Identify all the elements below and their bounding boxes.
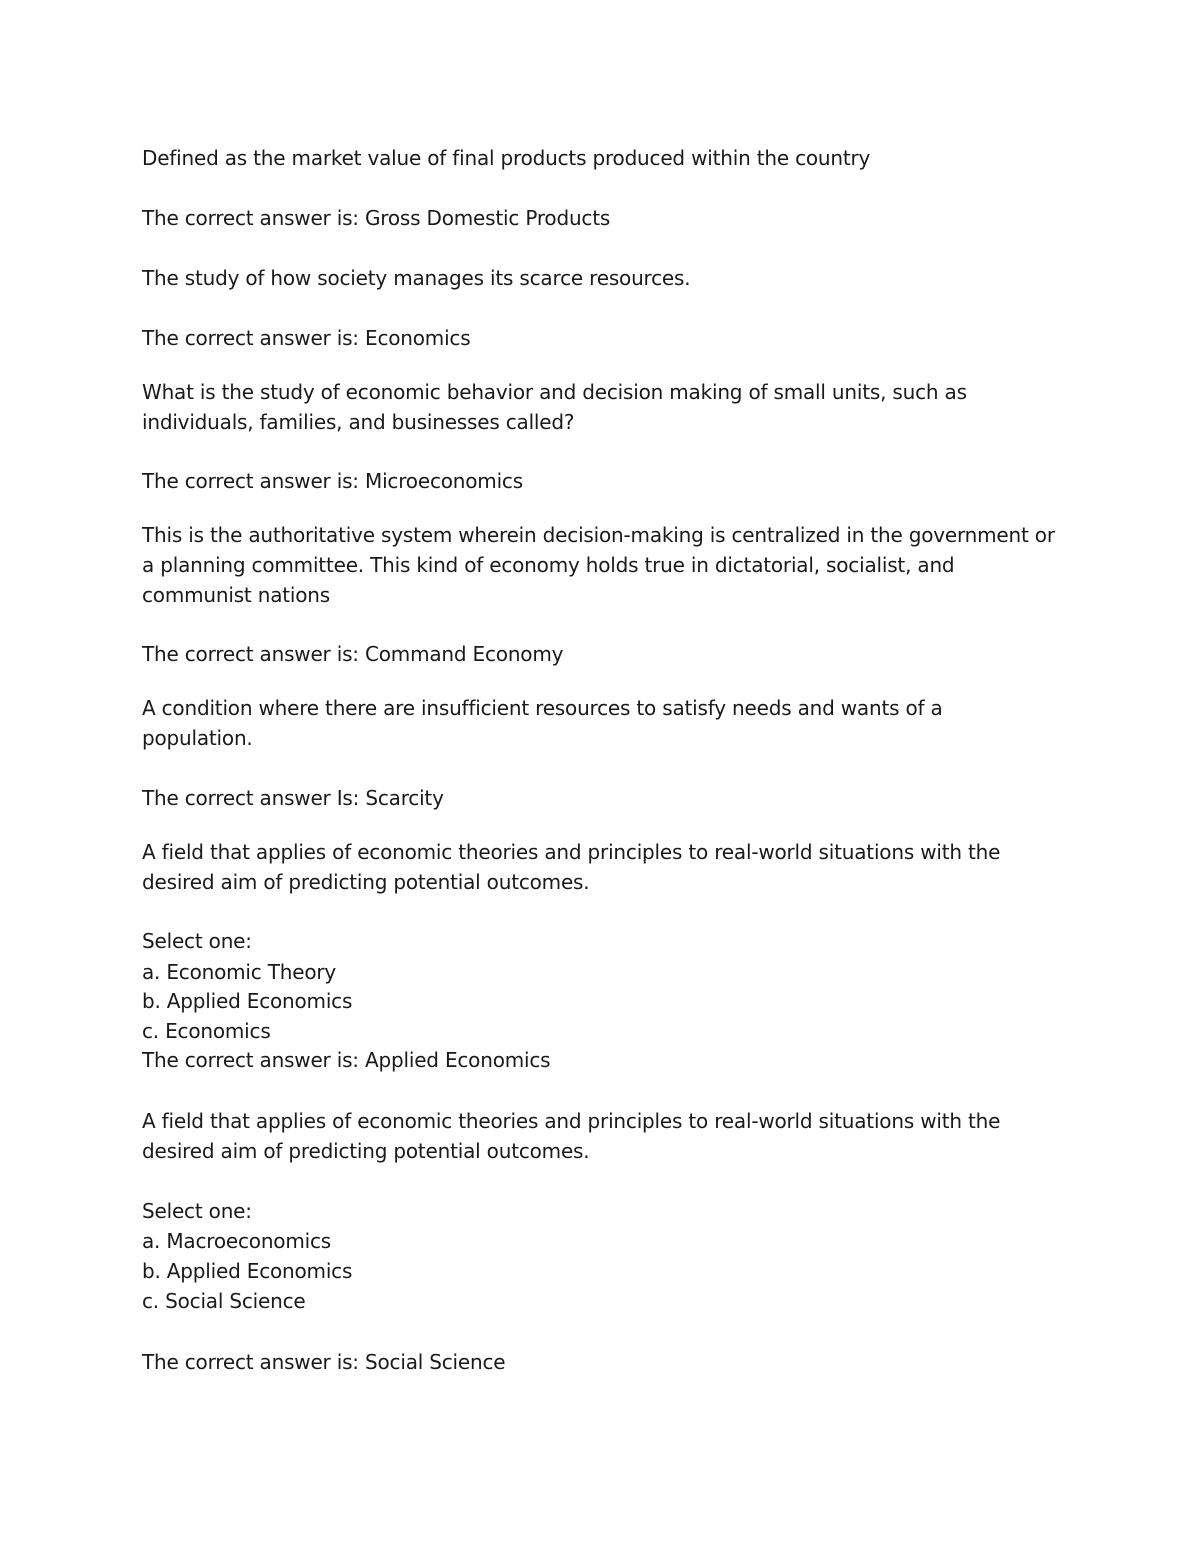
question-6-line-1: A field that applies of economic theories and principles to real-world situations with the	[142, 840, 1001, 864]
question-4-line-2: a planning committee. This kind of economy holds true in dictatorial, socialist, and	[142, 553, 955, 577]
answer-5: The correct answer Is: Scarcity	[142, 786, 444, 810]
question-6-line-2: desired aim of predicting potential outcomes.	[142, 870, 590, 894]
option-2c: c. Social Science	[142, 1289, 306, 1313]
select-one-label-2: Select one:	[142, 1199, 252, 1223]
question-1: Defined as the market value of final products produced within the country	[142, 146, 871, 170]
question-5-line-1: A condition where there are insufficient resources to satisfy needs and wants of a	[142, 696, 943, 720]
select-one-label-1: Select one:	[142, 929, 252, 953]
answer-4: The correct answer is: Command Economy	[142, 642, 564, 666]
answer-3: The correct answer is: Microeconomics	[142, 469, 523, 493]
question-7-line-1: A field that applies of economic theories and principles to real-world situations with the	[142, 1109, 1001, 1133]
option-1b: b. Applied Economics	[142, 989, 353, 1013]
question-5-line-2: population.	[142, 726, 253, 750]
question-4-line-1: This is the authoritative system wherein decision-making is centralized in the government or	[142, 523, 1055, 547]
answer-1: The correct answer is: Gross Domestic Products	[142, 206, 611, 230]
question-7-line-2: desired aim of predicting potential outcomes.	[142, 1139, 590, 1163]
option-1a: a. Economic Theory	[142, 960, 337, 984]
question-3-line-1: What is the study of economic behavior and decision making of small units, such as	[142, 380, 967, 404]
option-2a: a. Macroeconomics	[142, 1229, 332, 1253]
option-2b: b. Applied Economics	[142, 1259, 353, 1283]
option-1c: c. Economics	[142, 1019, 271, 1043]
question-4-line-3: communist nations	[142, 583, 330, 607]
question-3-line-2: individuals, families, and businesses called?	[142, 410, 575, 434]
answer-7: The correct answer is: Social Science	[142, 1350, 506, 1374]
question-2: The study of how society manages its scarce resources.	[142, 266, 691, 290]
answer-2: The correct answer is: Economics	[142, 326, 471, 350]
answer-6: The correct answer is: Applied Economics	[142, 1048, 551, 1072]
